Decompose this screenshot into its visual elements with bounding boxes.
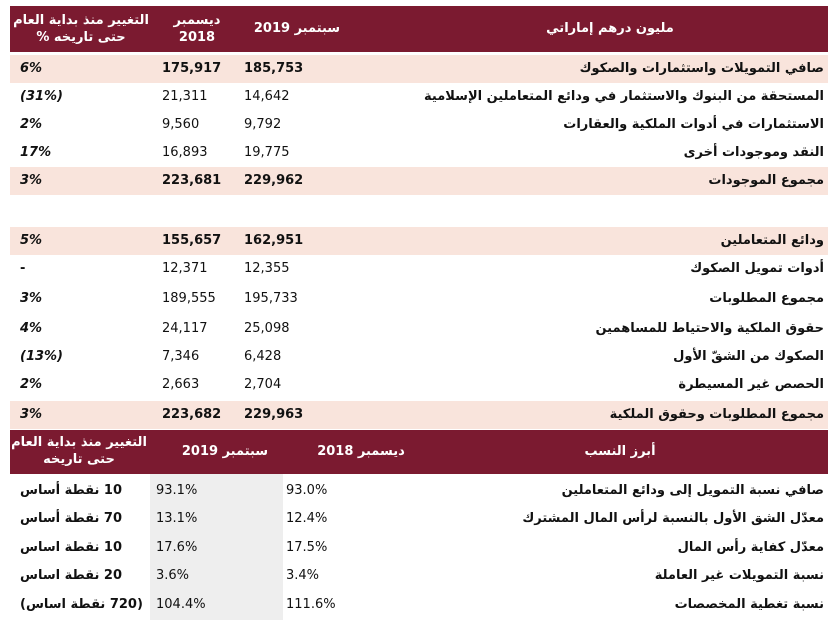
top-table-header	[10, 6, 828, 52]
row-label: أدوات تمويل الصكوك	[690, 261, 824, 276]
row-label: الاستثمارات في أدوات الملكية والعقارات	[563, 117, 824, 132]
dec-2018-value: 223,681	[162, 173, 222, 188]
dec-2018-value: 24,117	[162, 321, 208, 336]
sep-2019-value: 17.6%	[156, 540, 198, 555]
dec-2018-value: 223,682	[162, 407, 222, 422]
dec-2018-value: 111.6%	[286, 597, 336, 612]
table-row	[10, 111, 828, 139]
row-label: صافي التمويلات واستثمارات والصكوك	[579, 61, 824, 76]
header-sep-2019: سبتمبر 2019	[253, 21, 341, 36]
row-label: مجموع المطلوبات	[709, 291, 824, 306]
row-label: الحصص غير المسيطرة	[678, 377, 824, 392]
sep-2019-value: 195,733	[244, 291, 298, 306]
row-label: مجموع الموجودات	[708, 173, 824, 188]
change-value: 20 نقطة اساس	[20, 568, 122, 583]
sep-2019-value: 2,704	[244, 377, 282, 392]
table-row	[10, 55, 828, 83]
change-value: 3%	[20, 407, 43, 422]
dec-2018-value: 175,917	[162, 61, 222, 76]
row-label: نسبة تغطية المخصصات	[674, 597, 824, 612]
row-label: المستحقة من البنوك والاستثمار في ودائع المتعاملين الإسلامية	[424, 89, 824, 104]
change-value: 10 نقطة أساس	[20, 483, 122, 498]
table-row	[10, 255, 828, 283]
sep-2019-value: 13.1%	[156, 511, 198, 526]
header-sep-2019: سبتمبر 2019	[181, 444, 269, 459]
sep-2019-value: 3.6%	[156, 568, 190, 583]
table-row	[10, 476, 828, 504]
header-change: التغيير منذ بداية العام حتى تاريخه %	[13, 13, 149, 45]
dec-2018-value: 7,346	[162, 349, 200, 364]
change-value: 2%	[20, 117, 43, 132]
dec-2018-value: 16,893	[162, 145, 208, 160]
table-row	[10, 561, 828, 589]
change-value: 3%	[20, 291, 43, 306]
header-dec-2018: ديسمبر 2018	[317, 444, 405, 459]
table-row	[10, 167, 828, 195]
sep-2019-value: 6,428	[244, 349, 282, 364]
sep-2019-value: 185,753	[244, 61, 304, 76]
sep-2019-value: 162,951	[244, 233, 304, 248]
sep-2019-value: 229,963	[244, 407, 304, 422]
table-row	[10, 227, 828, 255]
change-value: (31%)	[20, 89, 63, 104]
header-label: مليون درهم إماراتي	[546, 21, 674, 36]
dec-2018-value: 3.4%	[286, 568, 320, 583]
change-value: (13%)	[20, 349, 63, 364]
dec-2018-value: 155,657	[162, 233, 222, 248]
sep-2019-value: 104.4%	[156, 597, 206, 612]
dec-2018-value: 9,560	[162, 117, 200, 132]
header-label: أبرز النسب	[584, 444, 656, 459]
sep-2019-value: 229,962	[244, 173, 304, 188]
sep-2019-value: 9,792	[244, 117, 282, 132]
header-dec-2018: ديسمبر 2018	[173, 13, 221, 45]
change-value: 70 نقطة أساس	[20, 511, 122, 526]
row-label: مجموع المطلوبات وحقوق الملكية	[609, 407, 824, 422]
sep-2019-value: 93.1%	[156, 483, 198, 498]
change-value: 17%	[20, 145, 52, 160]
row-label: معدّل كفاية رأس المال	[677, 540, 824, 555]
dec-2018-value: 2,663	[162, 377, 200, 392]
sep-2019-value: 12,355	[244, 261, 290, 276]
change-value: 10 نقطة اساس	[20, 540, 122, 555]
change-value: 6%	[20, 61, 43, 76]
row-label: نسبة التمويلات غير العاملة	[654, 568, 824, 583]
table-row	[10, 504, 828, 532]
table-row	[10, 401, 828, 429]
change-value: 5%	[20, 233, 43, 248]
row-label: صافي نسبة التمويل إلى ودائع المتعاملين	[561, 483, 824, 498]
change-value: 3%	[20, 173, 43, 188]
row-label: النقد وموجودات أخرى	[683, 145, 824, 160]
dec-2018-value: 21,311	[162, 89, 208, 104]
row-label: الصكوك من الشقّ الأول	[673, 349, 824, 364]
table-row	[10, 285, 828, 313]
table-row	[10, 533, 828, 561]
row-label: معدّل الشق الأول بالنسبة لرأس المال المشترك	[522, 511, 824, 526]
table-row	[10, 371, 828, 399]
table-row	[10, 83, 828, 111]
change-value: -	[20, 261, 26, 276]
sep-2019-value: 14,642	[244, 89, 290, 104]
table-row	[10, 590, 828, 618]
dec-2018-value: 12,371	[162, 261, 208, 276]
table-row	[10, 139, 828, 167]
change-value: 2%	[20, 377, 43, 392]
row-label: ودائع المتعاملين	[720, 233, 824, 248]
header-change: التغيير منذ بداية العام حتى تاريخه	[11, 435, 147, 467]
dec-2018-value: 93.0%	[286, 483, 328, 498]
table-row	[10, 343, 828, 371]
change-value: (720 نقطة اساس)	[20, 597, 143, 612]
sep-2019-value: 25,098	[244, 321, 290, 336]
table-row	[10, 315, 828, 343]
ratios-table-header	[10, 430, 828, 474]
dec-2018-value: 12.4%	[286, 511, 328, 526]
row-label: حقوق الملكية والاحتياط للمساهمين	[595, 321, 824, 336]
dec-2018-value: 17.5%	[286, 540, 328, 555]
sep-2019-value: 19,775	[244, 145, 290, 160]
change-value: 4%	[20, 321, 43, 336]
dec-2018-value: 189,555	[162, 291, 216, 306]
